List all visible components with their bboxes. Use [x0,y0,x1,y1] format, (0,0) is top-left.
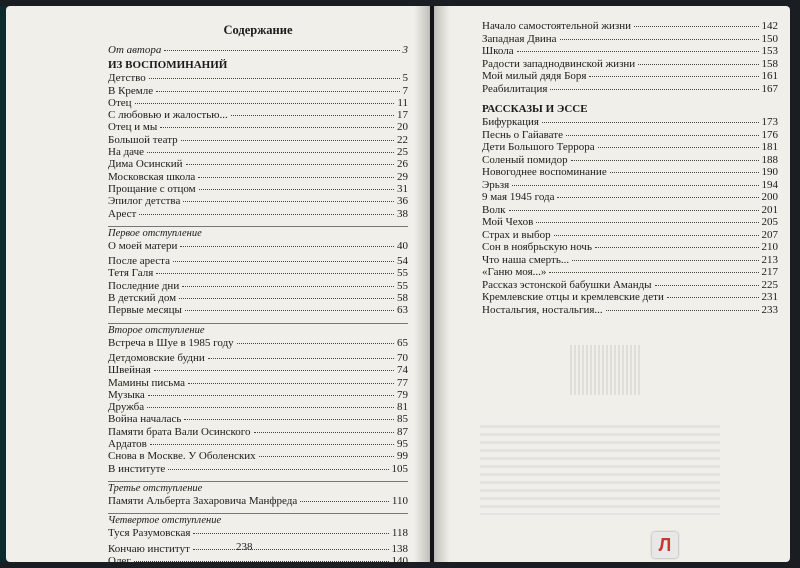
toc-entry-page: 188 [761,153,778,166]
toc-entry-page: 17 [397,109,408,122]
toc-dot-leader [139,214,394,215]
toc-entry-page: 58 [397,292,408,305]
toc-entry [482,191,778,204]
toc-dot-leader [536,222,758,223]
section-heading-memoirs: ИЗ ВОСПОМИНАНИЙ [108,59,228,72]
toc-entry [108,72,408,84]
toc-entry-title: Западная Двина [482,32,557,45]
toc-entry [482,204,778,217]
toc-dot-leader [147,152,394,153]
toc-group-2 [108,240,408,317]
toc-entry-page: 81 [397,401,408,414]
toc-entry-page: 77 [397,376,408,389]
toc-entry-title: Волк [482,203,506,216]
subhead-second-digression: Второе отступление [108,323,408,337]
toc-entry-page: 26 [397,158,408,171]
toc-entry [482,70,778,83]
toc-entry-page: 194 [761,178,778,191]
toc-entry-page: 25 [397,146,408,159]
toc-dot-leader [173,261,394,262]
toc-entry-title: Кончаю институт [108,542,190,555]
toc-entry-title: Песнь о Гайавате [482,128,563,141]
toc-dot-leader [183,201,394,202]
toc-entry-title: Большой театр [108,133,178,146]
toc-entry-title: На даче [108,146,145,159]
toc-entry [108,426,408,438]
toc-entry [108,450,408,462]
toc-entry [482,216,778,229]
toc-entry-page: 95 [397,438,408,451]
toc-entry-page: 79 [397,388,408,401]
show-through-barcode [570,345,640,395]
toc-entry-title: Дима Осинский [108,158,183,171]
toc-title: Содержание [223,23,293,37]
toc-entry-title: Музыка [108,388,145,401]
toc-dot-leader [300,501,389,502]
toc-entry-title: Первые месяцы [108,304,182,317]
toc-group-continued [482,20,778,95]
toc-entry-title: Война началась [108,413,182,426]
toc-dot-leader [634,26,759,27]
toc-entry [482,254,778,267]
toc-entry-page: 200 [761,191,778,203]
subhead-third-digression: Третье отступление [108,481,408,495]
toc-entry [108,555,408,567]
toc-entry-page: 213 [761,253,778,266]
toc-entry [108,389,408,401]
toc-dot-leader [655,285,759,286]
toc-dot-leader [184,419,394,420]
toc-entry [482,229,778,242]
toc-dot-leader [156,273,394,274]
toc-dot-leader [185,310,394,311]
toc-entry-page: 110 [391,494,408,507]
toc-entry [482,241,778,254]
toc-entry-page: 70 [397,351,408,364]
toc-dot-leader [237,343,394,344]
toc-entry-title: Соленый помидор [482,153,568,166]
toc-entry-title: Дети Большого Террора [482,141,595,153]
toc-entry [482,45,778,58]
left-toc [108,20,408,567]
toc-entry [108,146,408,158]
toc-entry-page: 7 [402,84,408,97]
toc-entry-page: 181 [761,141,778,153]
toc-dot-leader [571,160,759,161]
toc-entry-title: Сон в ноябрьскую ночь [482,241,592,253]
toc-entry [108,183,408,195]
toc-entry-title: Ардатов [108,438,147,451]
toc-entry-title: «Ганю моя...» [482,266,547,278]
toc-entry [108,413,408,425]
toc-entry-page: 55 [397,279,408,292]
toc-dot-leader [164,50,399,51]
toc-entry-page: 217 [761,266,778,278]
toc-entry-title: Прощание с отцом [108,182,196,195]
toc-entry-page: 22 [397,133,408,146]
toc-dot-leader [208,358,394,359]
toc-entry-title: Детство [108,72,146,85]
toc-entry-page: 173 [761,116,778,128]
toc-entry-page: 205 [761,216,778,228]
toc-entry-title: Встреча в Шуе в 1985 году [108,336,234,349]
toc-entry-page: 140 [391,554,408,567]
toc-entry [482,116,778,129]
toc-entry [482,266,778,279]
toc-entry-page: 142 [761,20,778,32]
toc-entry-page: 31 [397,182,408,195]
toc-dot-leader [186,164,394,165]
toc-dot-leader [610,172,759,173]
toc-dot-leader [512,185,758,186]
toc-entry-title: Эрьзя [482,178,510,191]
toc-entry-title: Эпилог детства [108,195,181,208]
toc-dot-leader [148,395,394,396]
toc-entry-page: 36 [397,195,408,208]
toc-entry-page: 167 [761,82,778,95]
toc-dot-leader [254,432,394,433]
toc-dot-leader [606,310,759,311]
toc-entry-page: 158 [761,57,778,70]
toc-dot-leader [557,197,758,198]
toc-entry-page: 54 [397,255,408,268]
toc-entry-page: 153 [761,45,778,57]
toc-entry [108,134,408,146]
toc-dot-leader [156,91,399,92]
toc-entry-title: Олег [108,554,131,567]
toc-entry-page: 38 [397,207,408,220]
toc-entry-page: 85 [397,413,408,426]
toc-dot-leader [188,383,394,384]
toc-entry [482,58,778,71]
toc-dot-leader [560,39,759,40]
toc-entry [108,292,408,304]
toc-entry-page: 138 [391,542,408,555]
toc-dot-leader [134,561,389,562]
toc-entry-page: 176 [761,128,778,141]
toc-dot-leader [598,147,759,148]
toc-entry-page: 20 [397,121,408,134]
toc-entry-title: Швейная [108,364,151,377]
toc-entry-title: Детдомовские будни [108,351,205,364]
toc-entry-title: Памяти Альберта Захаровича Манфреда [108,494,298,507]
toc-entry-title: Дружба [108,401,145,414]
toc-entry [108,401,408,413]
toc-entry-title: О моей матери [108,239,178,252]
toc-dot-leader [566,135,759,136]
toc-entry [108,543,408,555]
toc-entry-page: 55 [397,267,408,280]
toc-entry [108,280,408,292]
toc-dot-leader [193,549,389,550]
toc-entry [108,337,408,349]
toc-dot-leader [147,407,394,408]
toc-entry [108,158,408,170]
toc-entry [108,97,408,109]
toc-entry [108,377,408,389]
toc-entry-title: Страх и выбор [482,228,551,241]
toc-dot-leader [595,247,759,248]
toc-entry [482,291,778,304]
toc-entry-title: Новогоднее воспоминание [482,166,607,178]
toc-entry [482,141,778,154]
toc-entry-title: Памяти брата Вали Осинского [108,425,251,438]
toc-entry-title: Ностальгия, ностальгия... [482,303,603,316]
toc-entry [108,527,408,539]
toc-entry-title: Отец [108,96,132,109]
toc-entry-title: Рассказ эстонской бабушки Аманды [482,278,652,291]
toc-entry [482,166,778,179]
toc-entry-title: Мой Чехов [482,216,534,228]
toc-entry-page: 150 [761,32,778,45]
toc-entry-page: 5 [402,72,408,85]
show-through-text [480,425,720,515]
toc-entry-title: Кремлевские отцы и кремлевские дети [482,291,664,303]
publisher-logo: Л [652,532,678,558]
toc-dot-leader [554,235,759,236]
toc-dot-leader [638,64,758,65]
toc-entry-page: 11 [397,96,408,109]
toc-entry-page: 74 [397,364,408,377]
toc-dot-leader [199,189,394,190]
toc-entry-title: В институте [108,462,166,475]
toc-entry [108,109,408,121]
toc-group-4 [108,495,408,507]
toc-dot-leader [572,260,758,261]
toc-entry [108,171,408,183]
toc-dot-leader [667,297,759,298]
toc-entry-page: 99 [397,450,408,463]
toc-entry-page: 65 [397,336,408,349]
toc-entry [482,20,778,33]
toc-entry [108,364,408,376]
toc-entry-page: 190 [761,166,778,178]
toc-entry [482,129,778,142]
toc-entry [482,83,778,96]
toc-entry [482,33,778,46]
toc-entry-title: Начало самостоятельной жизни [482,20,631,32]
toc-group-1 [108,72,408,220]
subhead-fourth-digression: Четвертое отступление [108,513,408,527]
toc-entry-page: 118 [391,527,408,540]
toc-entry [108,44,408,56]
toc-dot-leader [135,103,395,104]
right-toc [482,20,778,316]
toc-entry [108,267,408,279]
toc-dot-leader [180,246,394,247]
toc-dot-leader [160,127,394,128]
toc-entry-title: Снова в Москве. У Оболенских [108,450,256,463]
toc-dot-leader [182,286,394,287]
toc-dot-leader [549,272,758,273]
toc-group-intro [108,44,408,56]
page-number: 238 [236,541,253,553]
toc-entry-page: 233 [761,303,778,316]
toc-entry [482,304,778,317]
toc-entry [108,208,408,220]
toc-entry [108,438,408,450]
toc-entry [108,240,408,252]
toc-entry [482,154,778,167]
toc-dot-leader [150,444,394,445]
toc-dot-leader [168,469,388,470]
toc-entry-title: В детский дом [108,292,177,305]
toc-entry [108,352,408,364]
toc-dot-leader [231,115,394,116]
toc-entry-page: 201 [761,203,778,216]
toc-entry-title: В Кремле [108,84,154,97]
toc-entry-page: 63 [397,304,408,317]
toc-entry [482,179,778,192]
toc-entry-page: 231 [761,291,778,303]
toc-entry-title: Отец и мы [108,121,158,134]
toc-group-stories [482,116,778,316]
toc-dot-leader [198,177,394,178]
toc-group-3 [108,337,408,475]
toc-dot-leader [550,89,758,90]
toc-dot-leader [542,122,759,123]
toc-entry [108,304,408,316]
toc-entry-title: Мамины письма [108,376,185,389]
toc-entry-page: 87 [397,425,408,438]
toc-entry-title: Бифуркация [482,116,539,128]
toc-entry-title: От автора [108,44,162,56]
toc-entry-title: Реабилитация [482,82,548,95]
toc-dot-leader [259,456,394,457]
toc-entry-title: С любовью и жалостью... [108,109,228,122]
toc-entry-title: Радости западнодвинской жизни [482,57,636,70]
toc-entry [482,279,778,292]
toc-entry [108,495,408,507]
toc-dot-leader [193,533,388,534]
toc-entry-title: Тетя Галя [108,267,154,280]
toc-entry-title: Мой милый дядя Боря [482,70,587,82]
section-heading-stories: РАССКАЗЫ И ЭССЕ [482,103,588,115]
toc-group-5 [108,527,408,567]
toc-dot-leader [179,298,394,299]
toc-entry [108,85,408,97]
toc-dot-leader [509,210,759,211]
toc-entry-title: Московская школа [108,170,196,183]
toc-dot-leader [149,78,400,79]
toc-entry-page: 210 [761,241,778,253]
toc-entry-page: 207 [761,228,778,241]
toc-dot-leader [181,140,394,141]
toc-entry-page: 29 [397,170,408,183]
toc-entry-page: 105 [391,462,408,475]
toc-entry-title: После ареста [108,255,170,268]
toc-entry-title: Последние дни [108,279,180,292]
toc-entry [108,121,408,133]
toc-dot-leader [154,370,394,371]
toc-entry-title: Что наша смерть... [482,253,570,266]
toc-entry-title: 9 мая 1945 года [482,191,555,203]
toc-entry [108,255,408,267]
subhead-first-digression: Первое отступление [108,226,408,240]
toc-entry-page: 3 [402,44,408,56]
toc-entry [108,195,408,207]
toc-entry-page: 40 [397,239,408,252]
toc-entry-title: Арест [108,207,137,220]
toc-entry-page: 225 [761,278,778,291]
toc-dot-leader [517,51,759,52]
toc-dot-leader [589,76,758,77]
toc-entry [108,463,408,475]
toc-entry-title: Школа [482,45,514,57]
toc-entry-page: 161 [761,70,778,82]
toc-entry-title: Туся Разумовская [108,527,191,540]
